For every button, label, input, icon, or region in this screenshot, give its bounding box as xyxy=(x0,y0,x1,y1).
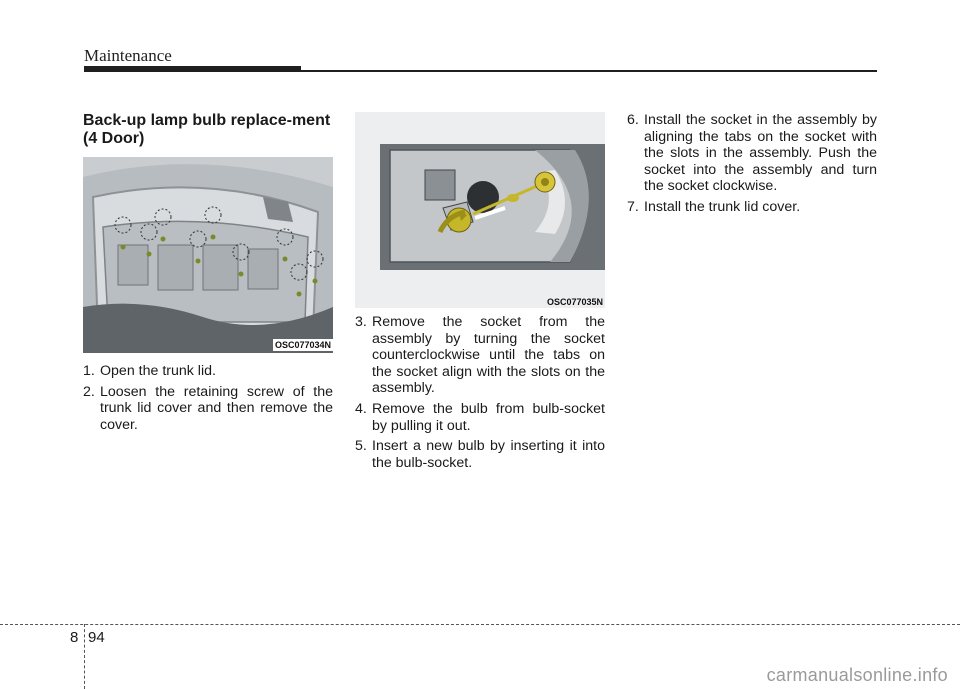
header-title: Maintenance xyxy=(84,46,172,65)
trunk-lid-figure xyxy=(83,157,333,353)
step-item xyxy=(83,363,333,380)
page-number: 94 xyxy=(88,629,105,646)
figure-code: OSC077035N xyxy=(546,297,603,307)
step-number: 1. xyxy=(83,363,95,379)
steps-list-3 xyxy=(627,112,877,216)
header-rule-thin xyxy=(301,70,877,72)
socket-illustration xyxy=(355,112,605,308)
steps-list-1 xyxy=(83,363,333,433)
step-text: Open the trunk lid. xyxy=(100,363,216,379)
section-heading xyxy=(83,112,333,148)
step-number: 6. xyxy=(627,112,639,128)
socket-figure xyxy=(355,112,605,308)
step-text: Insert a new bulb by inserting it into the bulb-socket. xyxy=(372,438,605,471)
footer-divider xyxy=(84,624,85,689)
trunk-lid-illustration xyxy=(83,157,333,353)
chapter-number: 8 xyxy=(70,629,79,646)
step-text: Remove the socket from the assembly by turning the socket counterclockwise until the tabs on the socket align with the slots on the assembly. xyxy=(372,314,605,397)
column-1 xyxy=(83,112,333,437)
step-text: Loosen the retaining screw of the trunk lid cover and then remove the cover. xyxy=(100,383,333,433)
column-3 xyxy=(627,112,877,220)
section-heading-text: Back-up lamp bulb replace-ment (4 Door) xyxy=(83,112,331,147)
step-number: 7. xyxy=(627,198,639,215)
column-2 xyxy=(355,112,605,475)
step-text: Remove the bulb from bulb-socket by pulling it out. xyxy=(372,400,605,434)
step-item xyxy=(355,314,605,397)
step-item xyxy=(83,384,333,434)
header-rule-thick xyxy=(84,66,301,72)
step-item xyxy=(627,199,877,216)
step-item xyxy=(627,112,877,195)
step-number: 5. xyxy=(355,438,367,455)
step-number: 3. xyxy=(355,314,367,330)
figure-code: OSC077034N xyxy=(274,340,331,350)
step-number: 4. xyxy=(355,400,367,417)
step-text: Install the trunk lid cover. xyxy=(644,198,801,215)
step-item xyxy=(355,401,605,434)
step-text: Install the socket in the assembly by aligning the tabs on the socket with the slots in the assembly. Push the socket into the assembly and turn the socket clockwise. xyxy=(644,112,877,195)
step-item xyxy=(355,438,605,471)
footer-rule xyxy=(0,624,960,625)
watermark[interactable]: carmanualsonline.info xyxy=(766,665,948,685)
steps-list-2 xyxy=(355,314,605,471)
step-number: 2. xyxy=(83,383,95,400)
